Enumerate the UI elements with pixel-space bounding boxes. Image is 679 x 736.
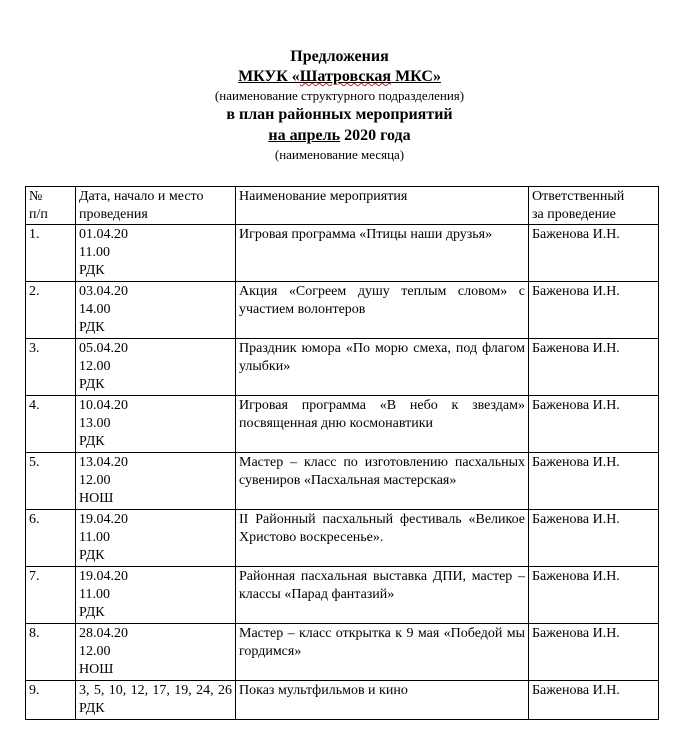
cell-event xyxy=(236,510,529,567)
event-date: 05.04.20 xyxy=(79,341,128,356)
header-text: Ответственный xyxy=(532,189,625,204)
month-text: на апрель xyxy=(268,127,341,144)
table-row xyxy=(26,624,659,681)
cell-event xyxy=(236,681,529,720)
responsible-person: Баженова И.Н. xyxy=(532,683,620,698)
cell-responsible xyxy=(529,567,659,624)
event-time: 12.00 xyxy=(79,644,111,659)
month-caption: (наименование месяца) xyxy=(274,147,405,162)
cell-event xyxy=(236,624,529,681)
row-number: 1. xyxy=(29,227,40,242)
cell-date-place xyxy=(76,624,236,681)
header-text: проведения xyxy=(79,207,148,222)
event-place: НОШ xyxy=(79,662,114,677)
table-row xyxy=(26,396,659,453)
cell-number xyxy=(26,453,76,510)
cell-number xyxy=(26,339,76,396)
event-date: 28.04.20 xyxy=(79,626,128,641)
cell-responsible xyxy=(529,339,659,396)
table-row xyxy=(26,225,659,282)
row-number: 6. xyxy=(29,512,40,527)
row-number: 5. xyxy=(29,455,40,470)
events-table xyxy=(25,186,659,720)
row-number: 7. xyxy=(29,569,40,584)
cell-responsible xyxy=(529,453,659,510)
row-number: 2. xyxy=(29,284,40,299)
event-name: Мастер – класс по изготовлению пасхальных сувениров «Пасхальная мастерская» xyxy=(239,455,525,488)
column-header-responsible xyxy=(529,187,659,225)
event-time: 11.00 xyxy=(79,587,110,602)
month-line xyxy=(0,125,679,146)
event-place: РДК xyxy=(79,548,105,563)
event-place: РДК xyxy=(79,377,105,392)
responsible-person: Баженова И.Н. xyxy=(532,569,620,584)
event-time: 12.00 xyxy=(79,359,111,374)
column-header-event xyxy=(236,187,529,225)
event-place: НОШ xyxy=(79,491,114,506)
header-text: Дата, начало и место xyxy=(79,189,204,204)
responsible-person: Баженова И.Н. xyxy=(532,398,620,413)
event-name: Акция «Согреем душу теплым словом» с участием волонтеров xyxy=(239,284,525,317)
event-name: Игровая программа «Птицы наши друзья» xyxy=(239,227,493,242)
subdivision-caption: (наименование структурного подразделения) xyxy=(214,88,465,103)
organization-name xyxy=(0,66,679,87)
row-number: 8. xyxy=(29,626,40,641)
row-number: 4. xyxy=(29,398,40,413)
cell-date-place xyxy=(76,339,236,396)
cell-date-place xyxy=(76,225,236,282)
responsible-person: Баженова И.Н. xyxy=(532,227,620,242)
cell-date-place xyxy=(76,510,236,567)
table-row xyxy=(26,453,659,510)
date-text: 3, 5, 10, 12, 17, 19, 24, 26 РДК xyxy=(79,683,232,716)
responsible-person: Баженова И.Н. xyxy=(532,284,620,299)
table-row xyxy=(26,339,659,396)
cell-event xyxy=(236,567,529,624)
cell-event xyxy=(236,396,529,453)
cell-number xyxy=(26,510,76,567)
event-date: 19.04.20 xyxy=(79,512,128,527)
event-name: Мастер – класс открытка к 9 мая «Победой мы гордимся» xyxy=(239,626,525,659)
column-header-number xyxy=(26,187,76,225)
cell-date-place xyxy=(76,567,236,624)
cell-responsible xyxy=(529,225,659,282)
cell-date-place xyxy=(76,453,236,510)
event-name: Районная пасхальная выставка ДПИ, мастер – классы «Парад фантазий» xyxy=(239,569,525,602)
cell-event xyxy=(236,225,529,282)
table-row xyxy=(26,282,659,339)
cell-event xyxy=(236,339,529,396)
event-name: II Районный пасхальный фестиваль «Великое Христово воскресенье». xyxy=(239,512,525,545)
header-text: № xyxy=(29,189,43,204)
responsible-person: Баженова И.Н. xyxy=(532,626,620,641)
cell-number xyxy=(26,624,76,681)
event-time: 11.00 xyxy=(79,530,110,545)
cell-number xyxy=(26,282,76,339)
row-number: 9. xyxy=(29,683,40,698)
event-name: Игровая программа «В небо к звездам» посвященная дню космонавтики xyxy=(239,398,525,431)
event-time: 13.00 xyxy=(79,416,111,431)
year-text: 2020 года xyxy=(340,127,411,144)
event-name: Показ мультфильмов и кино xyxy=(239,683,408,698)
table-row xyxy=(26,681,659,720)
cell-responsible xyxy=(529,681,659,720)
header-text: Наименование мероприятия xyxy=(239,189,408,204)
cell-responsible xyxy=(529,282,659,339)
plan-title: в план районных мероприятий xyxy=(226,106,453,123)
org-name-spellcheck: Шатровская xyxy=(299,68,392,85)
cell-responsible xyxy=(529,624,659,681)
event-time: 11.00 xyxy=(79,245,110,260)
header-text: п/п xyxy=(29,207,48,222)
event-time: 12.00 xyxy=(79,473,111,488)
cell-date-place xyxy=(76,681,236,720)
responsible-person: Баженова И.Н. xyxy=(532,341,620,356)
event-place: РДК xyxy=(79,434,105,449)
cell-number xyxy=(26,681,76,720)
event-place: РДК xyxy=(79,263,105,278)
column-header-date xyxy=(76,187,236,225)
event-date: 10.04.20 xyxy=(79,398,128,413)
cell-event xyxy=(236,453,529,510)
event-date: 13.04.20 xyxy=(79,455,128,470)
responsible-person: Баженова И.Н. xyxy=(532,512,620,527)
event-place: РДК xyxy=(79,605,105,620)
cell-responsible xyxy=(529,510,659,567)
org-suffix: МКС» xyxy=(391,68,441,85)
row-number: 3. xyxy=(29,341,40,356)
event-date: 19.04.20 xyxy=(79,569,128,584)
org-prefix: МКУК « xyxy=(238,68,300,85)
title-proposals: Предложения xyxy=(290,48,389,65)
cell-event xyxy=(236,282,529,339)
event-time: 14.00 xyxy=(79,302,111,317)
event-date: 01.04.20 xyxy=(79,227,128,242)
cell-number xyxy=(26,567,76,624)
cell-responsible xyxy=(529,396,659,453)
cell-number xyxy=(26,396,76,453)
event-name: Праздник юмора «По морю смеха, под флагом улыбки» xyxy=(239,341,525,374)
cell-date-place xyxy=(76,396,236,453)
table-row xyxy=(26,510,659,567)
cell-date-place xyxy=(76,282,236,339)
table-header-row xyxy=(26,187,659,225)
table-row xyxy=(26,567,659,624)
event-date: 03.04.20 xyxy=(79,284,128,299)
cell-number xyxy=(26,225,76,282)
event-place: РДК xyxy=(79,320,105,335)
responsible-person: Баженова И.Н. xyxy=(532,455,620,470)
header-text: за проведение xyxy=(532,207,616,222)
document-header xyxy=(0,46,679,163)
